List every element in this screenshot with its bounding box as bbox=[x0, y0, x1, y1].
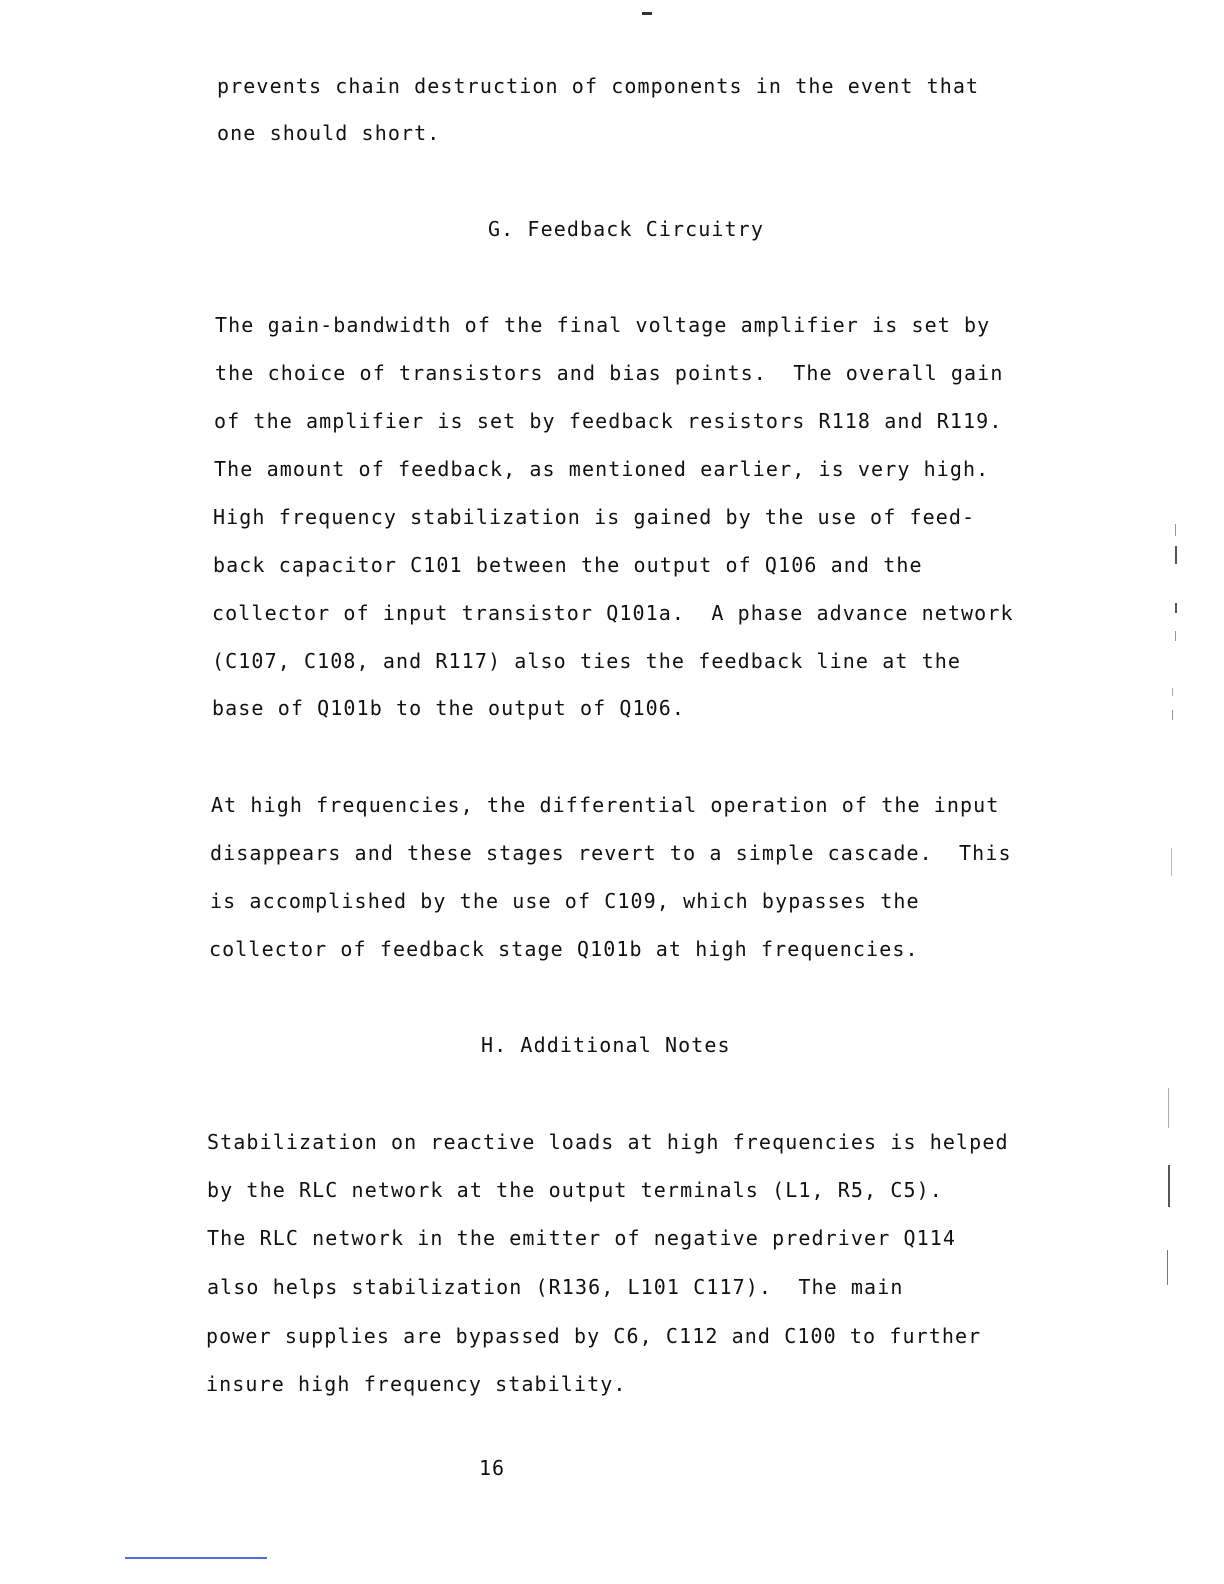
section-g-p1-line-3: of the amplifier is set by feedback resistors R118 and R119. bbox=[214, 409, 1003, 433]
section-g-p1-line-7: collector of input transistor Q101a. A phase advance network bbox=[212, 601, 1014, 625]
section-g-p1-line-5: High frequency stabilization is gained by the use of feed- bbox=[213, 505, 976, 529]
section-g-p1-line-2: the choice of transistors and bias points. The overall gain bbox=[215, 361, 1004, 385]
scan-mark bbox=[642, 12, 652, 15]
section-h-p1-line-1: Stabilization on reactive loads at high frequencies is helped bbox=[207, 1130, 1009, 1154]
scan-mark bbox=[1175, 546, 1177, 564]
section-g-p2-line-2: disappears and these stages revert to a simple cascade. This bbox=[210, 841, 1012, 865]
bottom-rule bbox=[125, 1557, 267, 1559]
scan-mark bbox=[1175, 524, 1176, 536]
section-g-p1-line-8: (C107, C108, and R117) also ties the feedback line at the bbox=[212, 649, 962, 673]
section-g-p2-line-3: is accomplished by the use of C109, which bypasses the bbox=[210, 889, 920, 913]
section-h-p1-line-3: The RLC network in the emitter of negative predriver Q114 bbox=[207, 1226, 957, 1250]
section-g-p1-line-4: The amount of feedback, as mentioned earlier, is very high. bbox=[214, 457, 990, 481]
scan-mark bbox=[1168, 1165, 1170, 1207]
section-g-p1-line-6: back capacitor C101 between the output of Q106 and the bbox=[213, 553, 923, 577]
scan-mark bbox=[1172, 710, 1173, 720]
section-g-heading: G. Feedback Circuitry bbox=[488, 217, 764, 241]
section-g-p2-line-4: collector of feedback stage Q101b at high frequencies. bbox=[209, 937, 919, 961]
scan-mark bbox=[1172, 688, 1173, 696]
section-g-p1-line-9: base of Q101b to the output of Q106. bbox=[212, 696, 686, 720]
section-g-p2-line-1: At high frequencies, the differential operation of the input bbox=[211, 793, 1000, 817]
scan-mark bbox=[1167, 1250, 1168, 1285]
scan-mark bbox=[1175, 603, 1177, 613]
section-g-p1-line-1: The gain-bandwidth of the final voltage amplifier is set by bbox=[215, 313, 991, 337]
intro-line-1: prevents chain destruction of components in the event that bbox=[217, 74, 980, 98]
section-h-p1-line-5: power supplies are bypassed by C6, C112 and C100 to further bbox=[206, 1324, 982, 1348]
intro-line-2: one should short. bbox=[217, 121, 441, 145]
scan-mark bbox=[1168, 1088, 1169, 1128]
scan-mark bbox=[1175, 631, 1176, 641]
scan-mark bbox=[1171, 848, 1172, 876]
section-h-heading: H. Additional Notes bbox=[481, 1033, 731, 1057]
page-number: 16 bbox=[479, 1456, 506, 1480]
section-h-p1-line-6: insure high frequency stability. bbox=[206, 1372, 627, 1396]
section-h-p1-line-2: by the RLC network at the output terminals (L1, R5, C5). bbox=[207, 1178, 943, 1202]
section-h-p1-line-4: also helps stabilization (R136, L101 C117). The main bbox=[207, 1275, 904, 1299]
